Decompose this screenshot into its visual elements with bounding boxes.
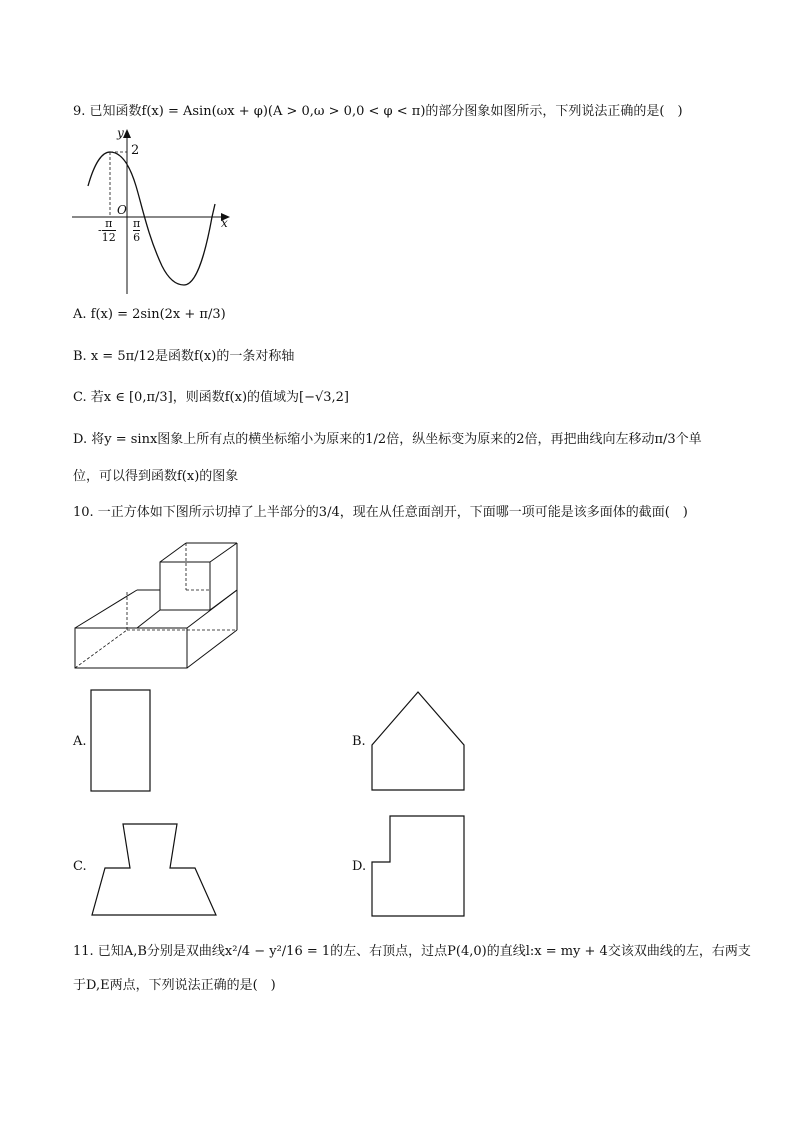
q10-option-c-trapezoid-shape	[90, 822, 218, 918]
q10-option-c-label: C.	[73, 859, 87, 874]
q10-option-a-rectangle	[90, 689, 152, 793]
q9-option-d-line2: 位，可以得到函数f(x)的图象	[73, 469, 239, 484]
y-axis-label: y	[117, 126, 124, 140]
origin-label: O	[117, 203, 127, 217]
q10-stem: 10. 一正方体如下图所示切掉了上半部分的3/4，现在从任意面剖开，下面哪一项可能是该多面体的截面( )	[73, 505, 688, 520]
q10-option-d-notched-square	[370, 814, 466, 918]
q9-option-b: B. x = 5π/12是函数f(x)的一条对称轴	[73, 349, 295, 364]
q9-option-a: A. f(x) = 2sin(2x + π/3)	[73, 307, 226, 322]
q9-sine-graph	[70, 126, 235, 296]
max-value-label: 2	[131, 143, 140, 158]
tick-pi-6: π 6	[133, 217, 141, 244]
q11-stem-line1: 11. 已知A,B分别是双曲线x²/4 − y²/16 = 1的左、右顶点，过点P(4,0)的直线l:x = my + 4交该双曲线的左，右两支	[73, 944, 751, 959]
q10-option-d-label: D.	[352, 859, 367, 874]
q10-option-a-label: A.	[73, 734, 87, 749]
q11-stem-line2: 于D,E两点，下列说法正确的是( )	[73, 978, 276, 993]
q9-stem: 9. 已知函数f(x) = Asin(ωx + φ)(A > 0,ω > 0,0 < φ < π)的部分图象如图所示，下列说法正确的是( )	[73, 104, 683, 119]
tick-neg-pi-12: - $\frac{\pi}{12}$	[98, 217, 116, 244]
q10-option-b-pentagon	[370, 690, 467, 792]
x-axis-label: x	[221, 216, 228, 230]
q10-option-b-label: B.	[352, 734, 366, 749]
q9-option-c: C. 若x ∈ [0,π/3]，则函数f(x)的值域为[−√3,2]	[73, 390, 350, 405]
q9-option-d-line1: D. 将y = sinx图象上所有点的横坐标缩小为原来的1/2倍，纵坐标变为原来的2倍，再把曲线向左移动π/3个单	[73, 432, 702, 447]
cut-cube-figure	[72, 540, 242, 672]
